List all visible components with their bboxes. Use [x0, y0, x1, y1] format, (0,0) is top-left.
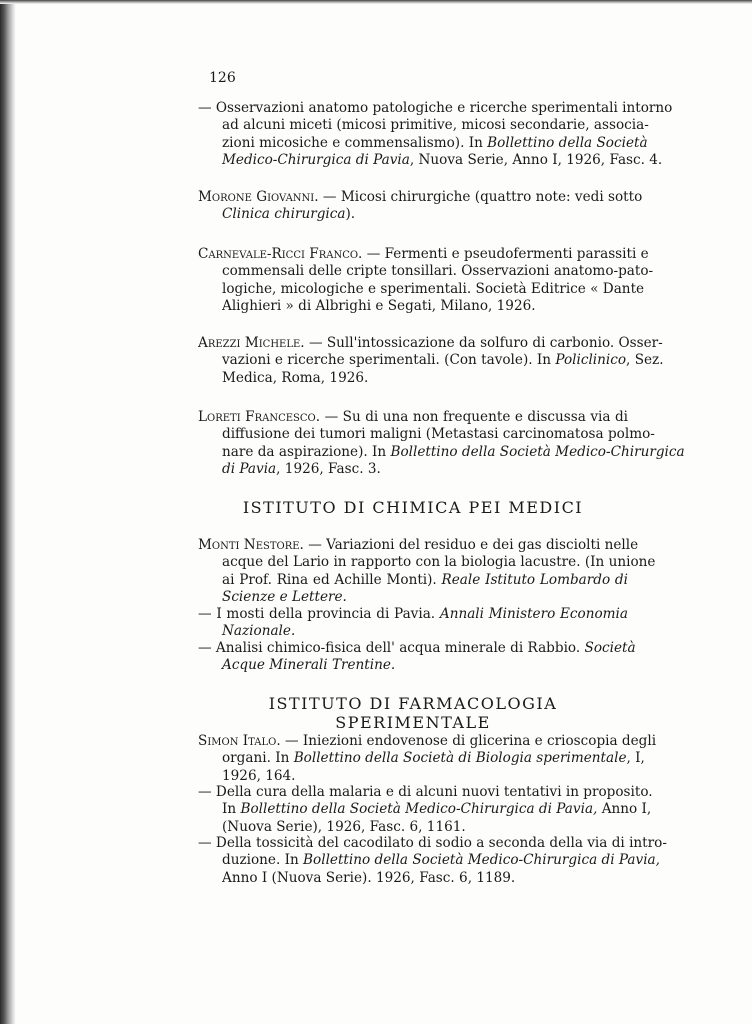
- publication-title: Bollettino della Società Medico-Chirurgica di Pavia,: [303, 852, 660, 869]
- text-line: [198, 819, 628, 836]
- text-line: [198, 280, 645, 298]
- page-number: 126: [209, 70, 236, 86]
- publication-title: Acque Minerali Trentine.: [222, 657, 396, 674]
- bibliography-entry: [198, 835, 667, 887]
- text-segment: — Della cura della malaria e di alcuni nuovi tentativi in proposito.: [198, 784, 653, 800]
- author-name: Loreti Francesco.: [198, 409, 321, 425]
- text-line: [198, 835, 667, 852]
- section-heading: ISTITUTO DI CHIMICA PEI MEDICI: [242, 498, 584, 517]
- text-line: [198, 370, 628, 387]
- text-line: [198, 640, 636, 657]
- bibliography-entry: [198, 100, 673, 169]
- publication-title: Bollettino della Società Medico-Chirurgica di Pavia,: [240, 801, 598, 818]
- text-line: [198, 537, 639, 554]
- text-segment: , Nuova Serie, Anno I, 1926, Fasc. 4.: [409, 151, 663, 168]
- text-line: [198, 554, 656, 571]
- author-name: Monti Nestore.: [198, 537, 304, 553]
- text-line: [198, 426, 655, 443]
- bibliography-entry: [198, 733, 657, 785]
- text-segment: (Nuova Serie), 1926, Fasc. 6, 1161.: [222, 818, 466, 835]
- text-segment: ad alcuni miceti (micosi primitive, micosi secondarie, associa-: [222, 117, 649, 134]
- text-segment: zioni micosiche e commensalismo). In: [222, 134, 488, 151]
- text-line: [198, 606, 628, 623]
- scan-binding-edge: [0, 0, 16, 1024]
- bibliography-entry: [198, 784, 653, 836]
- text-segment: — Variazioni del residuo e dei gas disciolti nelle: [303, 537, 639, 553]
- text-line: [198, 589, 628, 606]
- text-segment: , I,: [626, 750, 645, 767]
- text-segment: commensali delle cripte tonsillari. Osservazioni anatomo-pato-: [222, 263, 654, 280]
- text-segment: — Sull'intossicazione da solfuro di carbonio. Osser-: [304, 335, 663, 351]
- text-line: [198, 657, 628, 674]
- text-line: [198, 572, 628, 589]
- publication-title: Nazionale.: [222, 623, 296, 640]
- publication-title: Bollettino della Società di Biologia sperimentale: [293, 750, 627, 767]
- author-name: Simon Italo.: [198, 733, 281, 749]
- text-line: [198, 206, 628, 223]
- bibliography-entry: [198, 409, 685, 478]
- author-name: Arezzi Michele.: [198, 335, 305, 351]
- text-segment: ).: [345, 206, 356, 223]
- bibliography-entry: [198, 640, 636, 675]
- text-line: [198, 352, 664, 369]
- bibliography-entry: [198, 246, 654, 315]
- text-segment: ai Prof. Rina ed Achille Monti).: [222, 571, 442, 588]
- text-segment: diffusione dei tumori maligni (Metastasi carcinomatosa polmo-: [222, 426, 655, 443]
- text-line: [198, 768, 628, 785]
- publication-title: Policlinico: [555, 352, 627, 369]
- text-segment: — Fermenti e pseudofermenti parassiti e: [362, 246, 649, 262]
- text-segment: — Osservazioni anatomo patologiche e ricerche sperimentali intorno: [198, 100, 673, 116]
- text-segment: — I mosti della provincia di Pavia.: [198, 606, 440, 622]
- bibliography-entry: [198, 189, 643, 224]
- text-line: [198, 189, 643, 206]
- text-line: [198, 801, 652, 818]
- text-segment: 1926, 164.: [222, 767, 296, 784]
- section-heading: ISTITUTO DI FARMACOLOGIA SPERIMENTALE: [268, 694, 558, 732]
- text-segment: Anno I (Nuova Serie). 1926, Fasc. 6, 1189.: [222, 869, 516, 886]
- text-segment: vazioni e ricerche sperimentali. (Con tavole). In: [222, 352, 556, 369]
- bibliography-entry: [198, 537, 656, 606]
- text-segment: nare da aspirazione). In: [222, 443, 391, 460]
- text-segment: — Micosi chirurgiche (quattro note: vedi sotto: [318, 189, 643, 205]
- text-segment: Anno I,: [597, 801, 652, 818]
- text-segment: , Sez.: [626, 352, 664, 369]
- text-line: [198, 100, 673, 117]
- bibliography-entry: [198, 335, 664, 387]
- text-line: [198, 298, 628, 315]
- text-line: [198, 750, 645, 767]
- text-line: [198, 335, 663, 352]
- text-line: [198, 784, 653, 801]
- text-segment: acque del Lario in rapporto con la biologia lacustre. (In unione: [222, 554, 656, 571]
- text-line: [198, 852, 660, 869]
- text-segment: — Iniezioni endovenose di glicerina e crioscopia degli: [280, 733, 657, 749]
- text-segment: Alighieri » di Albrighi e Segati, Milano, 1926.: [222, 297, 536, 314]
- publication-title: Società: [584, 640, 636, 656]
- text-segment: — Analisi chimico-fisica dell' acqua minerale di Rabbio.: [198, 640, 585, 656]
- text-segment: In: [222, 801, 241, 818]
- author-name: Morone Giovanni.: [198, 189, 319, 205]
- text-line: [198, 246, 649, 263]
- text-line: [198, 461, 628, 478]
- text-line: [198, 151, 663, 169]
- publication-title: Reale Istituto Lombardo di: [441, 571, 628, 588]
- text-segment: duzione. In: [222, 852, 304, 869]
- publication-title: di Pavia: [222, 460, 277, 477]
- text-line: [198, 409, 628, 426]
- text-segment: organi. In: [222, 750, 294, 767]
- publication-title: Medico-Chirurgica di Pavia: [222, 151, 410, 168]
- publication-title: Annali Ministero Economia: [439, 606, 629, 622]
- text-line: [198, 134, 648, 152]
- text-segment: Medica, Roma, 1926.: [222, 369, 369, 386]
- text-segment: — Della tossicità del cacodilato di sodio a seconda della via di intro-: [198, 835, 667, 851]
- text-segment: logiche, micologiche e sperimentali. Società Editrice « Dante: [222, 280, 645, 297]
- text-line: [198, 733, 657, 750]
- text-line: [198, 443, 685, 461]
- text-segment: , 1926, Fasc. 3.: [276, 460, 381, 477]
- publication-title: Bollettino della Società Medico-Chirurgica: [390, 443, 685, 460]
- text-line: [198, 870, 628, 887]
- text-line: [198, 117, 649, 134]
- scan-top-edge: [0, 0, 752, 4]
- text-line: [198, 623, 628, 640]
- text-line: [198, 263, 654, 280]
- author-name: Carnevale-Ricci Franco.: [198, 246, 363, 262]
- publication-title: Scienze e Lettere.: [222, 588, 347, 605]
- publication-title: Bollettino della Società: [487, 134, 648, 151]
- text-segment: — Su di una non frequente e discussa via di: [320, 409, 628, 425]
- publication-title: Clinica chirurgica: [222, 206, 346, 223]
- bibliography-entry: [198, 606, 628, 641]
